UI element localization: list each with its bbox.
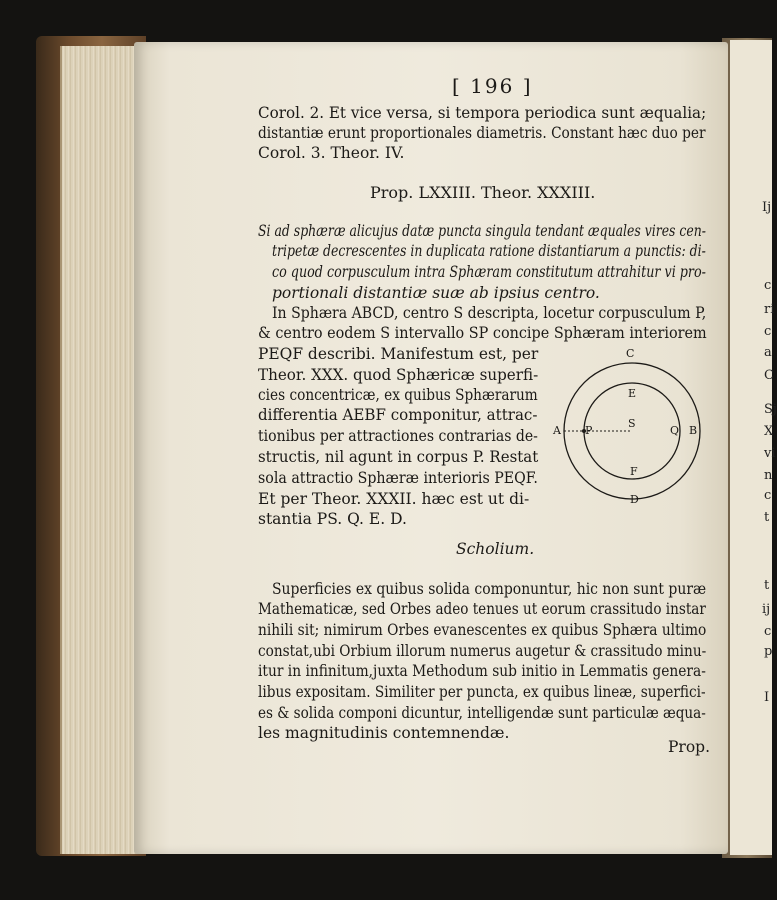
next-page-fragment: Ij — [762, 200, 772, 215]
catchword: Prop. — [668, 738, 711, 756]
next-page-fragment: c — [764, 278, 772, 293]
next-page-fragment: a — [764, 345, 772, 360]
next-page-fragment: c — [764, 324, 772, 339]
next-page-fragment: I — [764, 690, 770, 705]
next-page-fragment: ij — [762, 602, 771, 617]
next-page-fragment: t — [764, 578, 770, 593]
page-edges — [60, 46, 140, 854]
label-f: F — [630, 465, 638, 478]
proposition-line-2: tripetæ decrescentes in duplicata ratione distantiarum a punctis: di- — [272, 242, 706, 260]
scholium-heading: Scholium. — [456, 540, 535, 558]
body-narrow-line-9: stantia PS. Q. E. D. — [258, 510, 407, 528]
scholium-line-8: les magnitudinis contemnendæ. — [258, 724, 510, 742]
sphere-diagram — [550, 345, 710, 505]
body-narrow-line-5: tionibus per attractiones contrarias de- — [258, 427, 538, 445]
scholium-line-3: nihili sit; nimirum Orbes evanescentes ex quibus Sphæra ultimo — [258, 621, 707, 639]
label-b: B — [689, 424, 698, 437]
scholium-line-1: Superficies ex quibus solida componuntur, hic non sunt puræ — [272, 580, 707, 598]
label-a: A — [553, 424, 561, 437]
page-number: [ 196 ] — [452, 74, 533, 98]
label-q: Q — [670, 424, 680, 437]
body-narrow-line-6: structis, nil agunt in corpus P. Restat — [258, 448, 539, 466]
next-page-fragment: X — [764, 424, 774, 439]
corol2-line-3: Corol. 3. Theor. IV. — [258, 144, 405, 162]
body-narrow-line-4: differentia AEBF componitur, attrac- — [258, 406, 538, 424]
label-p: P — [585, 424, 593, 437]
proposition-heading: Prop. LXXIII. Theor. XXXIII. — [370, 183, 596, 202]
next-page-fragment: c — [764, 488, 772, 503]
label-c: C — [626, 347, 635, 360]
body-line-2: & centro eodem S intervallo SP concipe Sphæram interiorem — [258, 324, 707, 342]
corol2-line-1: Corol. 2. Et vice versa, si tempora periodica sunt æqualia; — [258, 104, 707, 122]
next-page-fragment: c — [764, 624, 772, 639]
label-s: S — [628, 417, 636, 430]
body-narrow-line-7: sola attractio Sphæræ interioris PEQF. — [258, 469, 538, 487]
next-page-fragment: ri — [764, 302, 775, 317]
body-narrow-line-3: cies concentricæ, ex quibus Sphærarum — [258, 386, 538, 404]
next-page-fragment: n — [764, 468, 773, 483]
label-e: E — [628, 387, 637, 400]
scholium-line-6: libus expositam. Similiter per puncta, ex quibus lineæ, superfici- — [258, 683, 706, 701]
corol2-line-2: distantiæ erunt proportionales diametris. Constant hæc duo per — [258, 124, 706, 142]
body-narrow-line-8: Et per Theor. XXXII. hæc est ut di- — [258, 490, 530, 508]
next-page-fragment: C — [764, 368, 774, 383]
body-line-1: In Sphæra ABCD, centro S descripta, locetur corpusculum P, — [272, 304, 707, 322]
scholium-line-7: es & solida componi dicuntur, intelligendæ sunt particulæ æqua- — [258, 704, 706, 722]
body-narrow-line-2: Theor. XXX. quod Sphæricæ superfi- — [258, 366, 539, 384]
scholium-line-5: itur in infinitum,juxta Methodum sub initio in Lemmatis genera- — [258, 662, 706, 680]
scholium-line-2: Mathematicæ, sed Orbes adeo tenues ut eorum crassitudo instar — [258, 600, 706, 618]
label-d: D — [630, 493, 639, 506]
proposition-line-3: co quod corpusculum intra Sphæram constitutum attrahitur vi pro- — [272, 263, 706, 281]
proposition-line-1: Si ad sphæræ alicujus datæ puncta singula tendant æquales vires cen- — [258, 222, 706, 240]
body-narrow-line-1: PEQF describi. Manifestum est, per — [258, 345, 539, 363]
next-page-fragment: t — [764, 510, 770, 525]
scholium-line-4: constat,ubi Orbium illorum numerus augetur & crassitudo minu- — [258, 642, 707, 660]
next-page-fragment: Sj — [764, 402, 777, 417]
next-page-fragment: vi — [764, 446, 776, 461]
next-page-edge — [730, 40, 777, 855]
proposition-line-4: portionali distantiæ suæ ab ipsius centro. — [272, 284, 600, 302]
next-page-fragment: p — [764, 644, 773, 659]
